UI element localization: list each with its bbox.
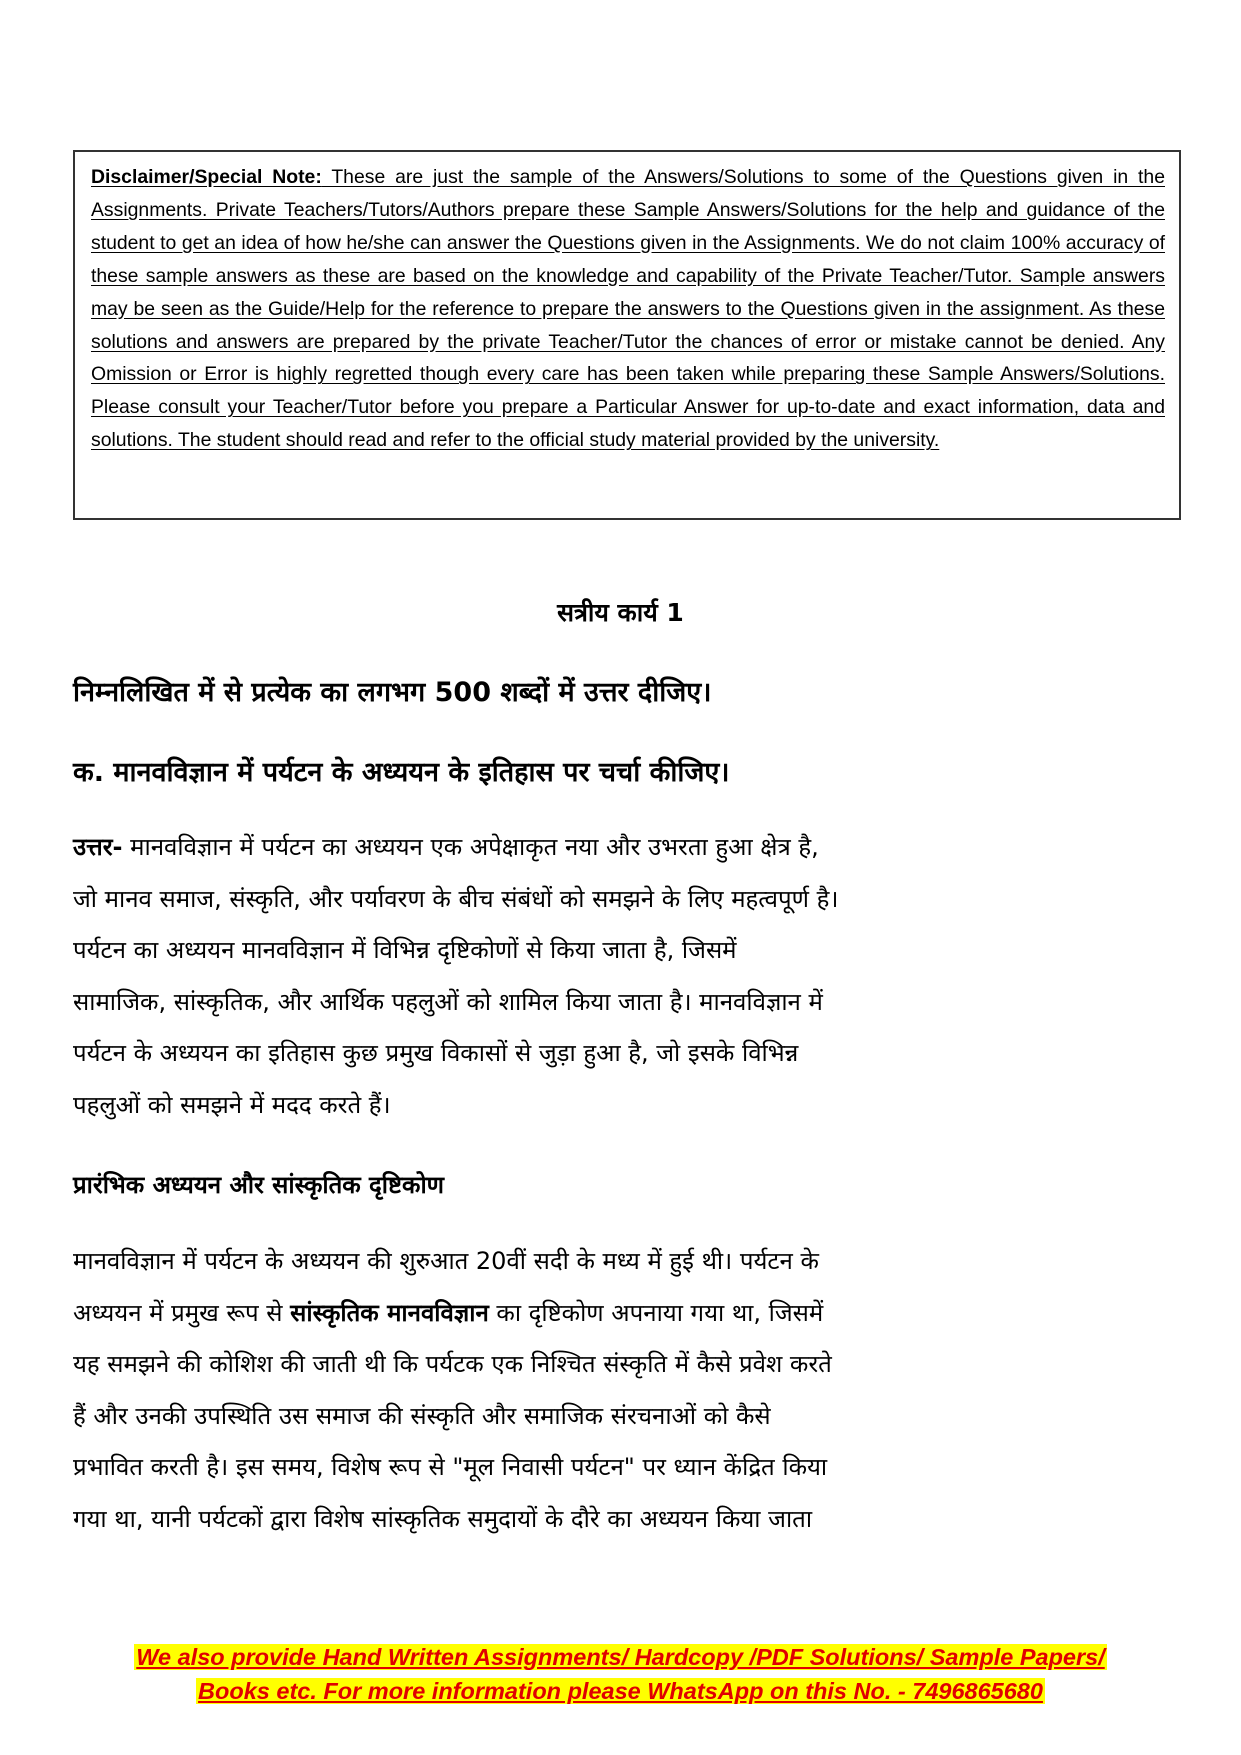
paragraph-line: अध्ययन में प्रमुख रूप से सांस्कृतिक मानवविज्ञान का दृष्टिकोण अपनाया गया था, जिसमें xyxy=(73,1298,824,1327)
answer-line: पर्यटन का अध्ययन मानवविज्ञान में विभिन्न दृष्टिकोणों से किया जाता है, जिसमें xyxy=(73,936,737,964)
disclaimer-box xyxy=(73,150,1181,520)
paragraph-line: यह समझने की कोशिश की जाती थी कि पर्यटक एक निश्चित संस्कृति में कैसे प्रवेश करते xyxy=(73,1350,832,1378)
bold-term: सांस्कृतिक मानवविज्ञान xyxy=(290,1298,489,1327)
answer-label: उत्तर- xyxy=(73,833,123,861)
answer-line: उत्तर- मानवविज्ञान में पर्यटन का अध्ययन एक अपेक्षाकृत नया और उभरता हुआ क्षेत्र है, xyxy=(73,833,819,861)
instruction-heading: निम्नलिखित में से प्रत्येक का लगभग 500 शब्दों में उत्तर दीजिए। xyxy=(73,677,712,708)
section-heading: प्रारंभिक अध्ययन और सांस्कृतिक दृष्टिकोण xyxy=(73,1171,445,1199)
paragraph-line: प्रभावित करती है। इस समय, विशेष रूप से "मूल निवासी पर्यटन" पर ध्यान केंद्रित किया xyxy=(73,1453,828,1481)
promo-line-1: We also provide Hand Written Assignments/ Hardcopy /PDF Solutions/ Sample Papers/ xyxy=(136,1644,1105,1670)
promo-footer xyxy=(0,1640,1241,1708)
answer-line: जो मानव समाज, संस्कृति, और पर्यावरण के बीच संबंधों को समझने के लिए महत्वपूर्ण है। xyxy=(73,884,839,913)
disclaimer-text xyxy=(91,161,1165,457)
paragraph-line: मानवविज्ञान में पर्यटन के अध्ययन की शुरुआत 20वीं सदी के मध्य में हुई थी। पर्यटन के xyxy=(73,1247,819,1275)
answer-line: पहलुओं को समझने में मदद करते हैं। xyxy=(73,1090,391,1119)
promo-line-2: Books etc. For more information please WhatsApp on this No. - 7496865680 xyxy=(198,1678,1043,1704)
answer-line: सामाजिक, सांस्कृतिक, और आर्थिक पहलुओं को शामिल किया जाता है। मानवविज्ञान में xyxy=(73,987,823,1016)
paragraph-line: हैं और उनकी उपस्थिति उस समाज की संस्कृति और समाजिक संरचनाओं को कैसे xyxy=(73,1401,771,1430)
assignment-title: सत्रीय कार्य 1 xyxy=(557,598,684,627)
answer-line: पर्यटन के अध्ययन का इतिहास कुछ प्रमुख विकासों से जुड़ा हुआ है, जो इसके विभिन्न xyxy=(73,1039,799,1067)
disclaimer-label: Disclaimer/Special Note: xyxy=(91,166,322,188)
question-heading: क. मानवविज्ञान में पर्यटन के अध्ययन के इतिहास पर चर्चा कीजिए। xyxy=(73,757,730,788)
section-paragraph xyxy=(73,1236,1173,1545)
answer-paragraph xyxy=(73,822,1173,1131)
paragraph-line: गया था, यानी पर्यटकों द्वारा विशेष सांस्कृतिक समुदायों के दौरे का अध्ययन किया जाता xyxy=(73,1504,813,1533)
disclaimer-body: These are just the sample of the Answers/Solutions to some of the Questions given in the Assignments. Private Teachers/Tutors/Authors prepare these Sample Answers/Solutions for the help and guidance of the student to get an idea of how he/she can answer the Questions given in the Assignments. We do not claim 100% accuracy of these sample answers as these are based on the knowledge and capability of the Private Teacher/Tutor. Sample answers may be seen as the Guide/Help for the reference to prepare the answers to the Questions given in the assignment. As these solutions and answers are prepared by the private Teacher/Tutor the chances of error or mistake cannot be denied. Any Omission or Error is highly regretted though every care has been taken while preparing these Sample Answers/Solutions. Please consult your Teacher/Tutor before you prepare a Particular Answer for up-to-date and exact information, data and solutions. The student should read and refer to the official study material provided by the university. xyxy=(91,166,1165,452)
